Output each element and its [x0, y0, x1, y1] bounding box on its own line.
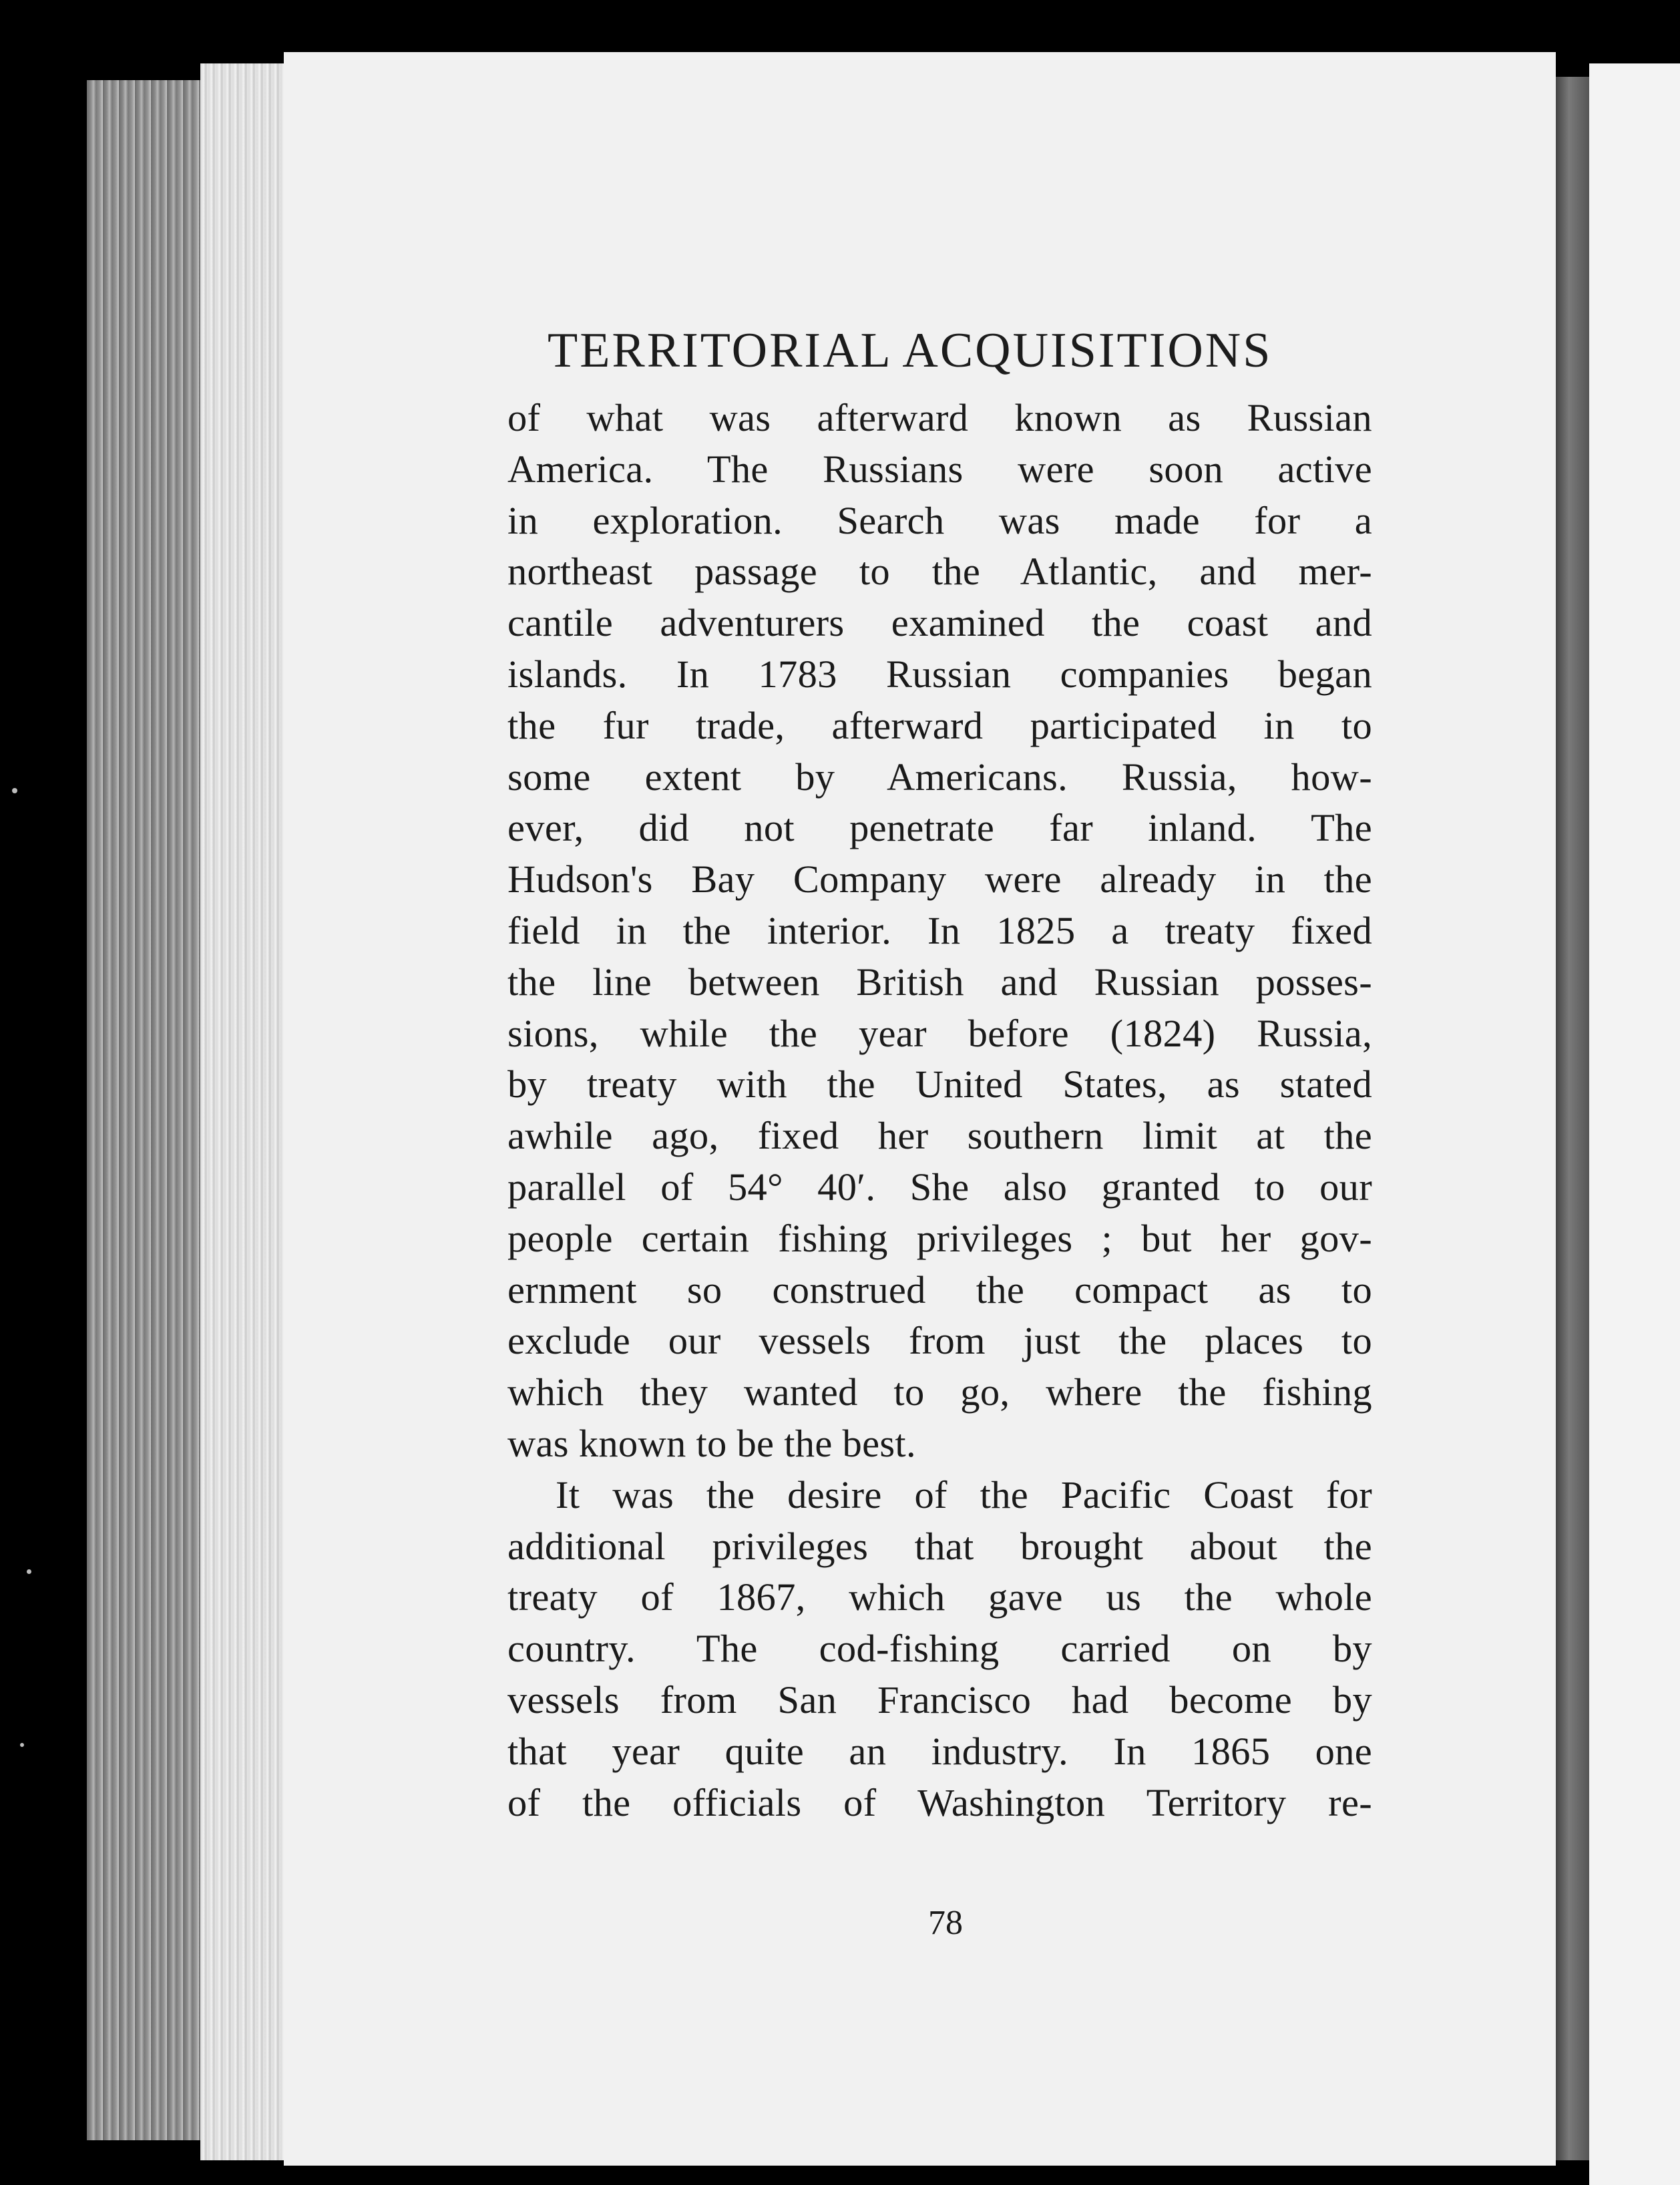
scan-speck	[27, 1569, 31, 1574]
text-line: people certain fishing privileges ; but her gov-	[507, 1216, 1372, 1260]
text-line: parallel of 54° 40′. She also granted to our	[507, 1165, 1372, 1209]
book-gutter-right	[1556, 77, 1589, 2160]
scan-speck	[12, 788, 17, 793]
text-line: some extent by Americans. Russia, how-	[507, 755, 1372, 799]
text-line: cantile adventurers examined the coast and	[507, 601, 1372, 645]
text-line: ever, did not penetrate far inland. The	[507, 806, 1372, 850]
text-line: in exploration. Search was made for a	[507, 498, 1372, 542]
text-line: It was the desire of the Pacific Coast for	[556, 1472, 1372, 1517]
book-page	[284, 52, 1556, 2166]
text-line: exclude our vessels from just the places to	[507, 1319, 1372, 1363]
text-line: America. The Russians were soon active	[507, 447, 1372, 491]
text-line: treaty of 1867, which gave us the whole	[507, 1575, 1372, 1619]
text-line: field in the interior. In 1825 a treaty fixed	[507, 908, 1372, 952]
text-line: additional privileges that brought about the	[507, 1524, 1372, 1568]
text-line: ernment so construed the compact as to	[507, 1267, 1372, 1312]
text-line: that year quite an industry. In 1865 one	[507, 1729, 1372, 1773]
text-line: was known to be the best.	[507, 1421, 916, 1465]
text-line: islands. In 1783 Russian companies began	[507, 652, 1372, 696]
text-line: which they wanted to go, where the fishing	[507, 1370, 1372, 1414]
text-line: the fur trade, afterward participated in to	[507, 703, 1372, 747]
page-number: 78	[928, 1904, 963, 1942]
text-line: Hudson's Bay Company were already in the	[507, 857, 1372, 902]
running-head: TERRITORIAL ACQUISITIONS	[548, 323, 1273, 378]
paragraph-1	[507, 393, 1372, 1470]
text-line: by treaty with the United States, as stated	[507, 1062, 1372, 1107]
body-text	[507, 393, 1372, 1828]
text-line: northeast passage to the Atlantic, and mer-	[507, 550, 1372, 594]
text-line: vessels from San Francisco had become by	[507, 1677, 1372, 1722]
page-edges-light	[200, 63, 294, 2160]
text-line: country. The cod-fishing carried on by	[507, 1627, 1372, 1671]
text-line: sions, while the year before (1824) Russia,	[507, 1011, 1372, 1055]
text-line: awhile ago, fixed her southern limit at the	[507, 1114, 1372, 1158]
text-line: of the officials of Washington Territory re-	[507, 1780, 1372, 1824]
scan-speck	[20, 1743, 24, 1747]
facing-page-edge	[1589, 63, 1680, 2185]
text-line: the line between British and Russian posses-	[507, 960, 1372, 1004]
text-line: of what was afterward known as Russian	[507, 396, 1372, 439]
paragraph-2	[507, 1470, 1372, 1829]
